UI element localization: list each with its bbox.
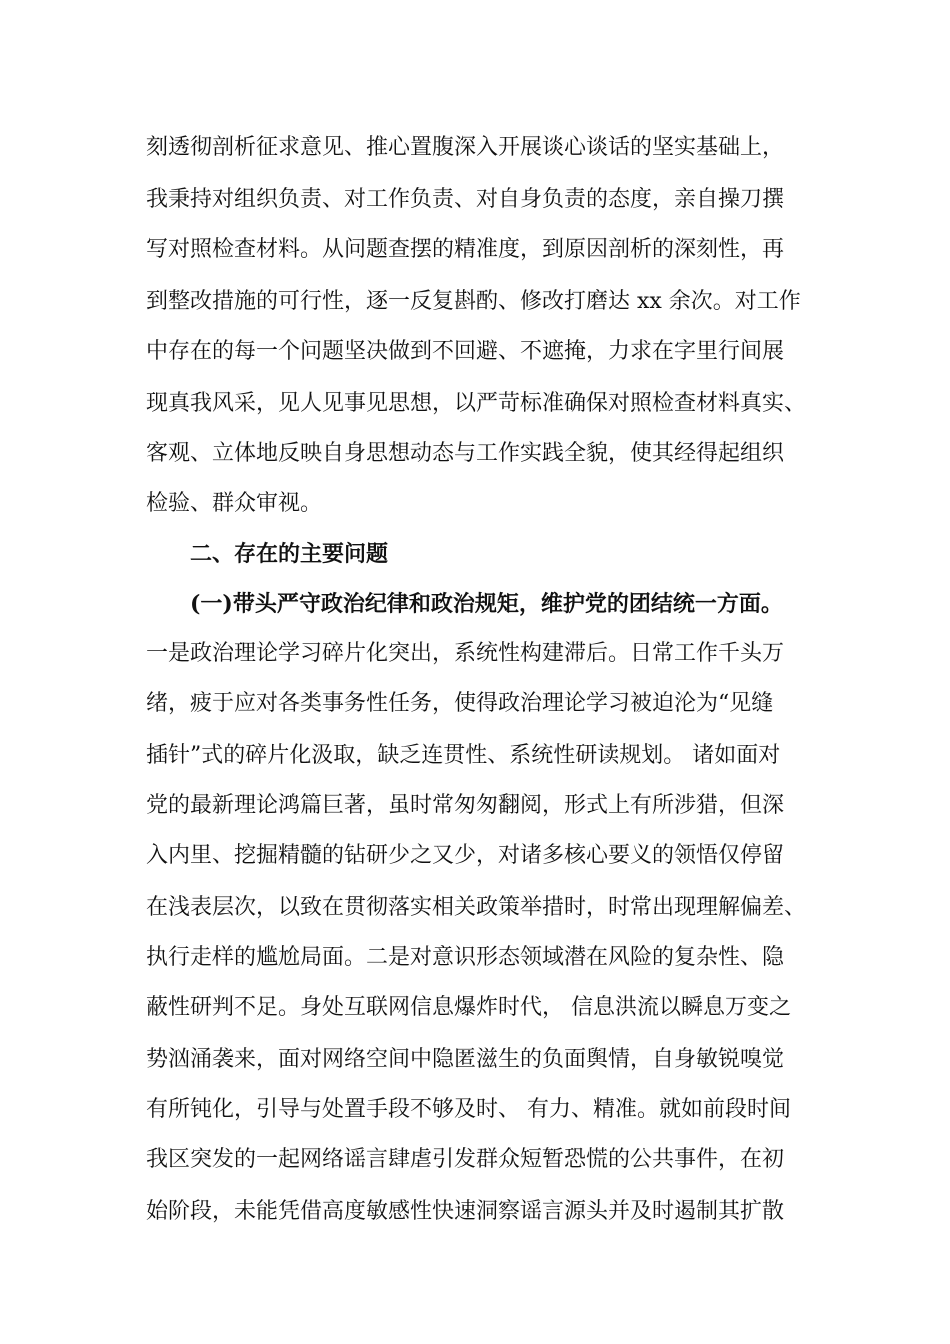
paragraph-line: 蔽性研判不足。身处互联网信息爆炸时代， 信息洪流以瞬息万变之 bbox=[146, 995, 791, 1020]
paragraph-line: 到整改措施的可行性，逐一反复斟酌、修改打磨达 xx 余次。对工作 bbox=[146, 289, 801, 314]
paragraph-line: 有所钝化，引导与处置手段不够及时、 有力、精准。就如前段时间 bbox=[146, 1097, 791, 1122]
paragraph-line: 在浅表层次，以致在贯彻落实相关政策举措时，时常出现理解偏差、 bbox=[146, 895, 807, 920]
paragraph-line: 插针”式的碎片化汲取，缺乏连贯性、系统性研读规划。 诸如面对 bbox=[146, 743, 781, 768]
paragraph-line: 客观、立体地反映自身思想动态与工作实践全貌，使其经得起组织 bbox=[146, 441, 785, 466]
subsection-heading: (一)带头严守政治纪律和政治规矩，维护党的团结统一方面。 bbox=[190, 591, 783, 617]
paragraph-line: 写对照检查材料。从问题查摆的精准度，到原因剖析的深刻性，再 bbox=[146, 237, 785, 262]
paragraph-line: 绪，疲于应对各类事务性任务，使得政治理论学习被迫沦为“见缝 bbox=[146, 691, 774, 716]
paragraph-line: 现真我风采，见人见事见思想，以严苛标准确保对照检查材料真实、 bbox=[146, 391, 807, 416]
paragraph-line: 刻透彻剖析征求意见、推心置腹深入开展谈心谈话的坚实基础上， bbox=[146, 135, 785, 160]
paragraph-line: 检验、群众审视。 bbox=[146, 491, 323, 516]
paragraph-line: 党的最新理论鸿篇巨著，虽时常匆匆翻阅，形式上有所涉猎，但深 bbox=[146, 793, 785, 818]
paragraph-line: 始阶段，未能凭借高度敏感性快速洞察谣言源头并及时遏制其扩散 bbox=[146, 1199, 785, 1224]
paragraph-line: 入内里、挖掘精髓的钻研少之又少，对诸多核心要义的领悟仅停留 bbox=[146, 843, 785, 868]
section-heading: 二、存在的主要问题 bbox=[190, 541, 389, 567]
paragraph-line: 我秉持对组织负责、对工作负责、对自身负责的态度，亲自操刀撰 bbox=[146, 187, 785, 212]
paragraph-line: 执行走样的尴尬局面。二是对意识形态领域潜在风险的复杂性、隐 bbox=[146, 945, 785, 970]
paragraph-line: 中存在的每一个问题坚决做到不回避、不遮掩，力求在字里行间展 bbox=[146, 339, 785, 364]
paragraph-line: 势汹涌袭来，面对网络空间中隐匿滋生的负面舆情，自身敏锐嗅觉 bbox=[146, 1047, 785, 1072]
paragraph-line: 我区突发的一起网络谣言肆虐引发群众短暂恐慌的公共事件，在初 bbox=[146, 1147, 785, 1172]
paragraph-line: 一是政治理论学习碎片化突出，系统性构建滞后。日常工作千头万 bbox=[146, 641, 785, 666]
